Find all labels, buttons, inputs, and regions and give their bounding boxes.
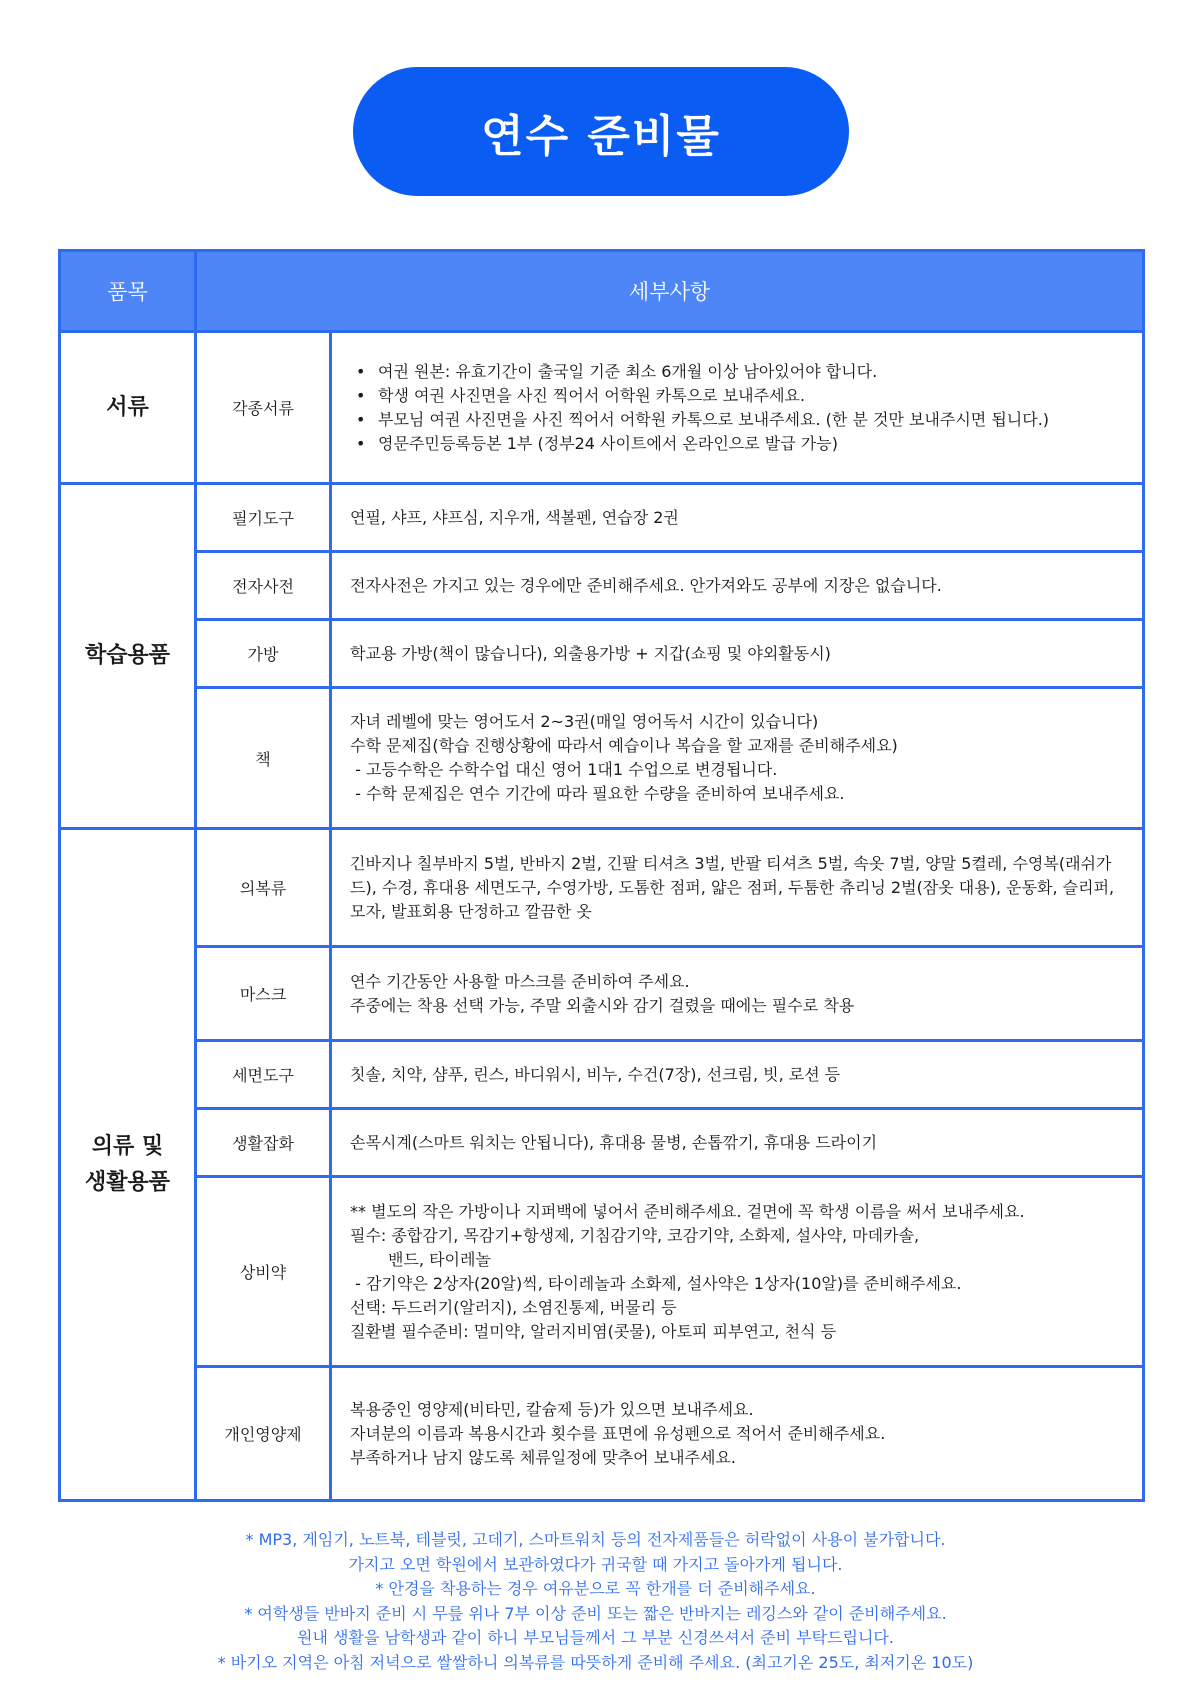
item-mask: 마스크 (196, 947, 331, 1041)
table-row (60, 484, 1144, 552)
detail-line: 질환별 필수준비: 멀미약, 알러지비염(콧물), 아토피 피부연고, 천식 등 (350, 1321, 837, 1341)
table-row (60, 947, 1144, 1041)
footnotes (40, 1528, 1151, 1675)
category-living-line2: 생활용품 (84, 1169, 170, 1195)
detail-medicine (331, 1177, 1144, 1367)
table-row (60, 1177, 1144, 1367)
detail-supplements (331, 1367, 1144, 1501)
detail-writing-tools: 연필, 샤프, 샤프심, 지우개, 색볼펜, 연습장 2권 (331, 484, 1144, 552)
category-living (60, 829, 196, 1501)
preparation-table (58, 249, 1145, 1502)
list-item: • 부모님 여권 사진면을 사진 찍어서 어학원 카톡으로 보내주세요. (한 분 것만 보내주시면 됩니다.) (378, 408, 1128, 432)
item-documents: 각종서류 (196, 332, 331, 484)
footnote-line: * 여학생들 반바지 준비 시 무릎 위나 7부 이상 준비 또는 짧은 반바지는 레깅스와 같이 준비해주세요. (244, 1603, 947, 1623)
footnote-line: * 바기오 지역은 아침 저녁으로 쌀쌀하니 의복류를 따뜻하게 준비해 주세요. (최고기온 25도, 최저기온 10도) (217, 1652, 974, 1672)
footnote-line: * MP3, 게임기, 노트북, 테블릿, 고데기, 스마트워치 등의 전자제품들은 허락없이 사용이 불가합니다. (245, 1530, 946, 1549)
item-writing-tools: 필기도구 (196, 484, 331, 552)
list-item: • 영문주민등록등본 1부 (정부24 사이트에서 온라인으로 발급 가능) (378, 432, 1128, 456)
footnote-line: * 안경을 착용하는 경우 여유분으로 꼭 한개를 더 준비해주세요. (375, 1579, 816, 1598)
table-row (60, 1109, 1144, 1177)
detail-line: 연수 기간동안 사용할 마스크를 준비하여 주세요. (350, 971, 690, 991)
detail-line: 모자, 발표회용 단정하고 깔끔한 옷 (350, 901, 592, 921)
item-bag: 가방 (196, 620, 331, 688)
table-row (60, 552, 1144, 620)
header-item: 품목 (60, 251, 196, 332)
detail-line: 복용중인 영양제(비타민, 칼슘제 등)가 있으면 보내주세요. (350, 1399, 754, 1419)
detail-documents (331, 332, 1144, 484)
item-supplements: 개인영양제 (196, 1367, 331, 1501)
table-row (60, 1367, 1144, 1501)
detail-line: ** 별도의 작은 가방이나 지퍼백에 넣어서 준비해주세요. 겉면에 꼭 학생 이름을 써서 보내주세요. (350, 1201, 1025, 1221)
page-title: 연수 준비물 (353, 67, 849, 196)
footnote-line: 가지고 오면 학원에서 보관하였다가 귀국할 때 가지고 돌아가게 됩니다. (348, 1554, 843, 1574)
item-daily-goods: 생활잡화 (196, 1109, 331, 1177)
detail-line: - 수학 문제집은 연수 기간에 따라 필요한 수량을 준비하여 보내주세요. (350, 784, 845, 803)
detail-line: 주중에는 착용 선택 가능, 주말 외출시와 감기 걸렸을 때에는 필수로 착용 (350, 995, 855, 1015)
detail-line: 자녀 레벨에 맞는 영어도서 2~3권(매일 영어독서 시간이 있습니다) (350, 712, 819, 731)
detail-bag: 학교용 가방(책이 많습니다), 외출용가방 + 지갑(쇼핑 및 야외활동시) (331, 620, 1144, 688)
table-row (60, 688, 1144, 829)
detail-clothing (331, 829, 1144, 947)
header-detail: 세부사항 (196, 251, 1144, 332)
detail-line: 필수: 종합감기, 목감기+항생제, 기침감기약, 코감기약, 소화제, 설사약, 마데카솔, (350, 1225, 920, 1245)
detail-books (331, 688, 1144, 829)
footnote-line: 원내 생활을 남학생과 같이 하니 부모님들께서 그 부분 신경쓰셔서 준비 부탁드립니다. (297, 1628, 894, 1647)
detail-toiletries: 칫솔, 치약, 샴푸, 린스, 바디워시, 비누, 수건(7장), 선크림, 빗, 로션 등 (331, 1041, 1144, 1109)
detail-line: 선택: 두드러기(알러지), 소염진통제, 버물리 등 (350, 1297, 677, 1317)
table-row (60, 332, 1144, 484)
category-documents: 서류 (60, 332, 196, 484)
detail-line: - 고등수학은 수학수업 대신 영어 1대1 수업으로 변경됩니다. (350, 760, 778, 779)
item-clothing: 의복류 (196, 829, 331, 947)
table-row (60, 1041, 1144, 1109)
table-row (60, 829, 1144, 947)
detail-line: - 감기약은 2상자(20알)씩, 타이레놀과 소화제, 설사약은 1상자(10알)를 준비해주세요. (350, 1273, 962, 1293)
detail-line: 부족하거나 남지 않도록 체류일정에 맞추어 보내주세요. (350, 1447, 737, 1467)
item-toiletries: 세면도구 (196, 1041, 331, 1109)
item-medicine: 상비약 (196, 1177, 331, 1367)
detail-line: 자녀분의 이름과 복용시간과 횟수를 표면에 유성펜으로 적어서 준비해주세요. (350, 1423, 886, 1443)
table-header-row (60, 251, 1144, 332)
detail-e-dictionary: 전자사전은 가지고 있는 경우에만 준비해주세요. 안가져와도 공부에 지장은 없습니다. (331, 552, 1144, 620)
list-item: • 학생 여권 사진면을 사진 찍어서 어학원 카톡으로 보내주세요. (378, 384, 1128, 408)
item-e-dictionary: 전자사전 (196, 552, 331, 620)
list-item: • 여권 원본: 유효기간이 출국일 기준 최소 6개월 이상 남아있어야 합니다. (378, 360, 1128, 384)
category-living-line1: 의류 및 (91, 1133, 164, 1159)
detail-line: 밴드, 타이레놀 (388, 1249, 491, 1269)
detail-mask (331, 947, 1144, 1041)
item-books: 책 (196, 688, 331, 829)
detail-line: 긴바지나 칠부바지 5벌, 반바지 2벌, 긴팔 티셔츠 3벌, 반팔 티셔츠 5벌, 속옷 7벌, 양말 5켤레, 수영복(래쉬가 (350, 853, 1112, 873)
detail-line: 수학 문제집(학습 진행상황에 따라서 예습이나 복습을 할 교재를 준비해주세요) (350, 736, 898, 755)
category-study: 학습용품 (60, 484, 196, 829)
detail-line: 드), 수경, 휴대용 세면도구, 수영가방, 도톰한 점퍼, 얇은 점퍼, 두툼한 츄리닝 2벌(잠옷 대용), 운동화, 슬리퍼, (350, 877, 1115, 897)
table-row (60, 620, 1144, 688)
detail-daily-goods: 손목시계(스마트 워치는 안됩니다), 휴대용 물병, 손톱깎기, 휴대용 드라이기 (331, 1109, 1144, 1177)
